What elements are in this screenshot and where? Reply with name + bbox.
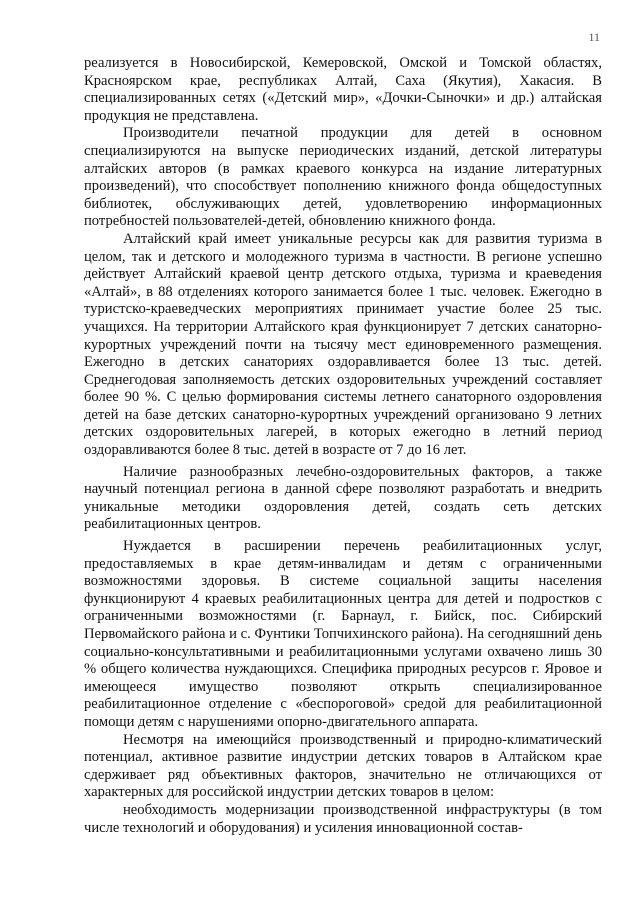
paragraph-continuation: реализуется в Новосибирской, Кемеровской, Омской и Томской областях, Красноярском крае, республиках Алтай, Саха (Якутия), Хакасия. В специализированных сетях («Детский мир», «Дочки-Сыночки» и др.) алтайская продукция не представлена. (84, 55, 602, 124)
page-number: 11 (588, 30, 600, 44)
paragraph-rehabilitation: Нуждается в расширении перечень реабилитационных услуг, предоставляемых в крае детям-инвалидам и детям с ограниченными возможностями здоровья. В системе социальной защиты населения функционируют 4 краевых реабилитационных центра для детей и подростков с ограниченными возможностями (г. Барнаул, г. Бийск, пос. Сибирский Первомайского района и с. Фунтики Топчихинского района). На сегодняшний день социально-консультативными и реабилитационными услугами охвачено лишь 30 % общего количества нуждающихся. Специфика природных ресурсов г. Яровое и имеющееся имущество позволяют открыть специализированное реабилитационное отделение с «беспороговой» средой для реабилитационной помощи детям с нарушениями опорно-двигательного аппарата. (84, 538, 602, 730)
body-text (84, 55, 602, 837)
paragraph-print-production: Производители печатной продукции для детей в основном специализируются на выпуске периодических изданий, детской литературы алтайских авторов (в рамках краевого конкурса на издание литературных произведений), что способствует пополнению книжного фонда общедоступных библиотек, обслуживающих детей, удовлетворению информационных потребностей пользователей-детей, обновлению книжного фонда. (84, 125, 602, 230)
paragraph-modernization: необходимость модернизации производственной инфраструктуры (в том числе технологий и оборудования) и усиления инновационной состав- (84, 801, 602, 836)
paragraph-tourism: Алтайский край имеет уникальные ресурсы как для развития туризма в целом, так и детского и молодежного туризма в частности. В регионе успешно действует Алтайский краевой центр детского отдыха, туризма и краеведения «Алтай», в 88 отделениях которого занимается более 1 тыс. человек. Ежегодно в туристско-краеведческих мероприятиях принимает участие более 25 тыс. учащихся. На территории Алтайского края функционирует 7 детских санаторно-курортных учреждений почти на тысячу мест единовременного размещения. Ежегодно в детских санаториях оздоравливается более 13 тыс. детей. Среднегодовая заполняемость детских оздоровительных учреждений составляет более 90 %. С целью формирования системы летнего санаторного оздоровления детей на базе детских санаторно-курортных учреждений организовано 9 летних детских оздоровительных лагерей, в которых ежегодно в летний период оздоравливаются более 8 тыс. детей в возрасте от 7 до 16 лет. (84, 230, 602, 459)
paragraph-constraints: Несмотря на имеющийся производственный и природно-климатический потенциал, активное развитие индустрии детских товаров в Алтайском крае сдерживает ряд объективных факторов, значительно не отличающихся от характерных для российской индустрии детских товаров в целом: (84, 731, 602, 801)
paragraph-health-factors: Наличие разнообразных лечебно-оздоровительных факторов, а также научный потенциал региона в данной сфере позволяют разработать и внедрить уникальные методики оздоровления детей, создать сеть детских реабилитационных центров. (84, 463, 602, 533)
